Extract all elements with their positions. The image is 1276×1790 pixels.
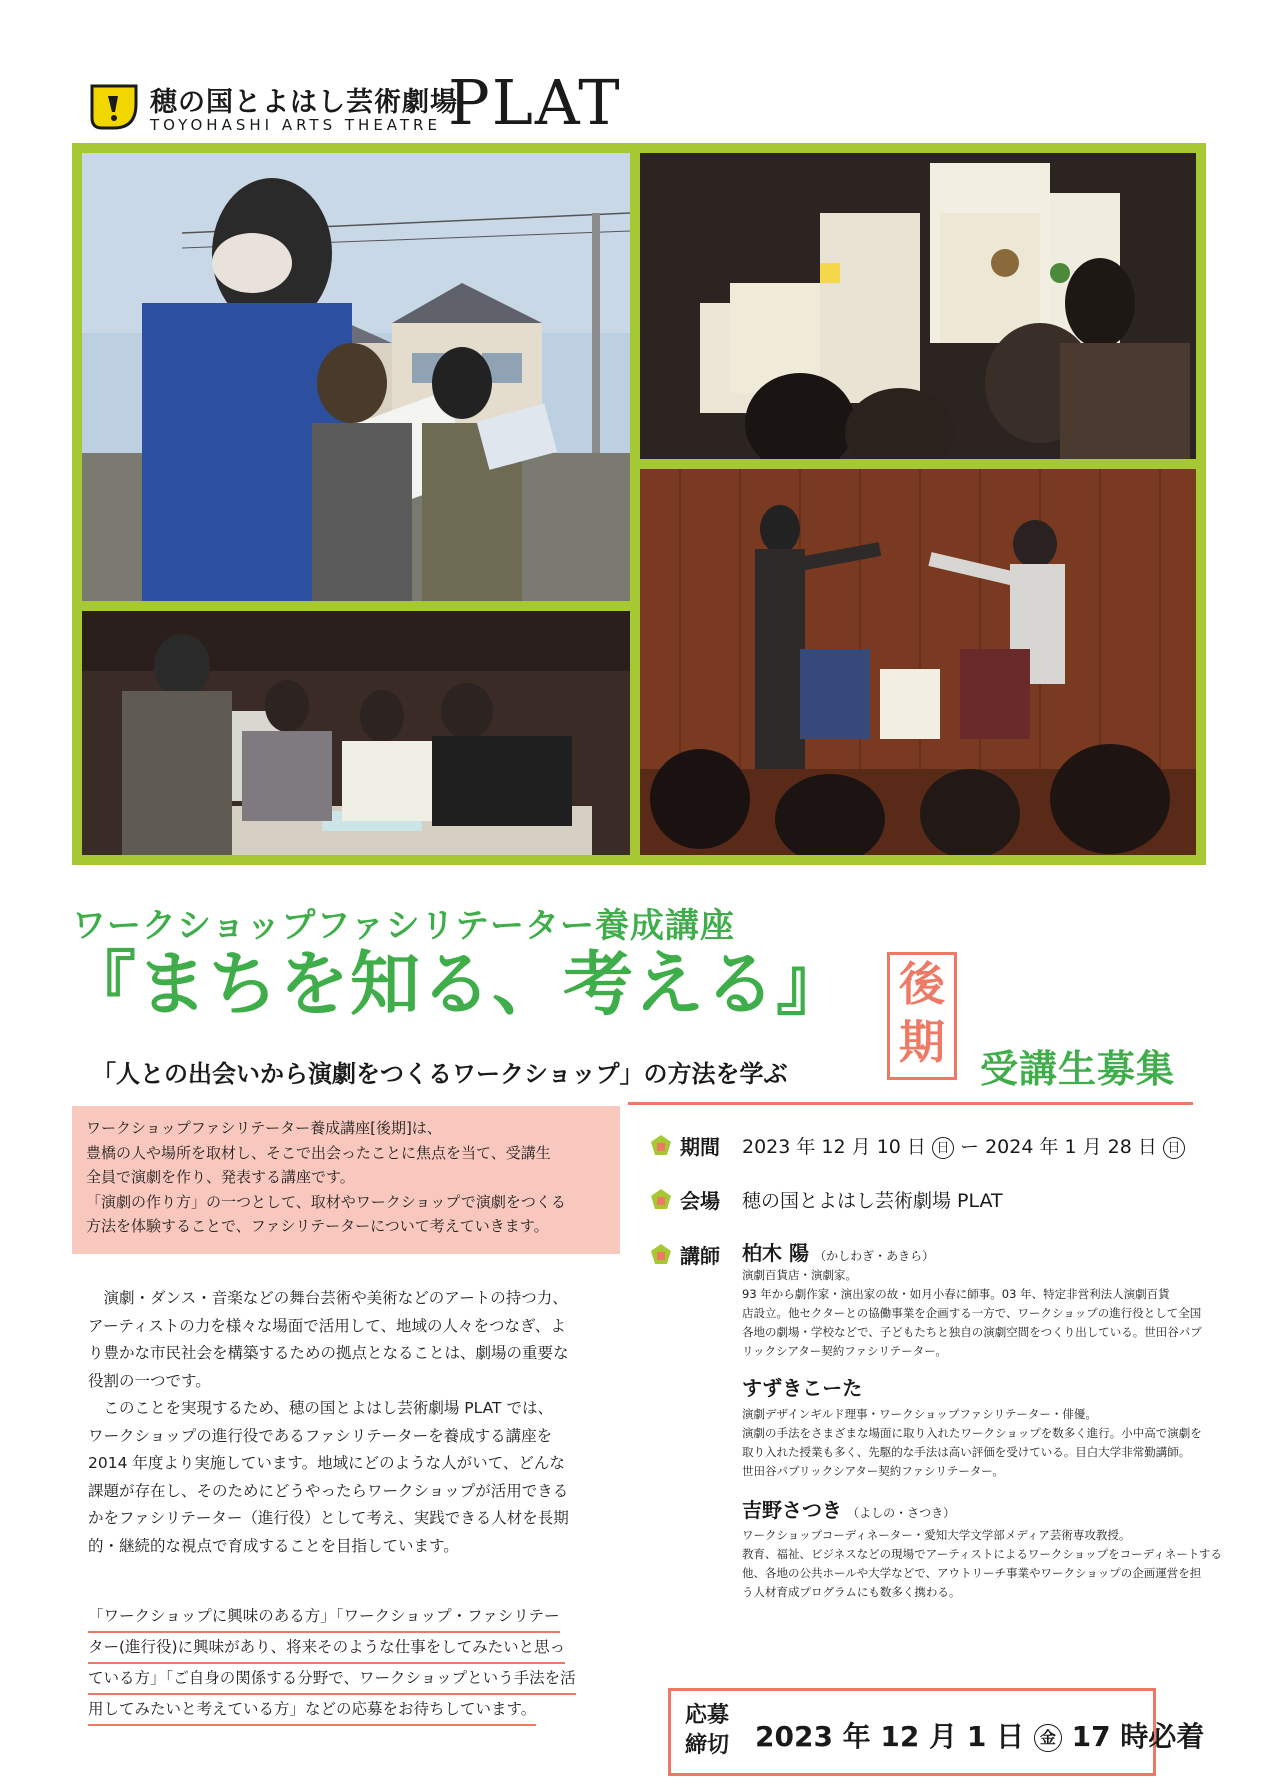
lecturer-bio: [742, 1405, 1202, 1481]
bio-line: 各地の劇場・学校などで、子どもたちと独自の演劇空間をつくり出している。世田谷パブ: [742, 1325, 1202, 1339]
period-label: 期間: [680, 1135, 720, 1159]
bio-line: 演劇デザインギルド理事・ワークショップファシリテーター・俳優。: [742, 1407, 1097, 1421]
latter-term-char-1: 後: [899, 957, 945, 1011]
body-line: 的・継続的な視点で育成することを目指しています。: [88, 1536, 459, 1555]
lecturer-name: すずきこーた: [742, 1376, 863, 1400]
latter-term-badge: [887, 952, 957, 1080]
pentagon-bullet-icon: [650, 1243, 672, 1265]
venue-value: 穂の国とよはし芸術劇場 PLAT: [742, 1190, 1003, 1212]
body-line: ワークショップの進行役であるファシリテーターを養成する講座を: [88, 1426, 553, 1445]
body-line: 2014 年度より実施しています。地域にどのような人がいて、どんな: [88, 1454, 565, 1472]
period-start: 2023 年 12 月 10 日: [742, 1136, 926, 1158]
period-value: [742, 1132, 1185, 1159]
deadline-label: [685, 1701, 729, 1761]
deadline-label-line: 応募: [685, 1703, 730, 1728]
deadline-date-value: 2023 年 12 月 1 日: [755, 1720, 1025, 1753]
bio-line: ワークショップコーディネーター・愛知大学文学部メディア芸術専攻教授。: [742, 1528, 1131, 1542]
intro-line: 豊橋の人や場所を取材し、そこで出会ったことに焦点を当て、受講生: [86, 1143, 551, 1162]
body-line: かをファシリテーター（進行役）として考え、実践できる人材を長期: [88, 1509, 569, 1527]
intro-line: 全員で演劇を作り、発表する講座です。: [86, 1168, 355, 1186]
course-title: 『まちを知る、考える』: [66, 943, 847, 1025]
lecturer-kana: （よしの・さつき）: [847, 1506, 956, 1520]
deadline-date: [755, 1715, 1204, 1755]
callout-line: 「ワークショップに興味のある方」「ワークショップ・ファシリテー: [88, 1602, 560, 1633]
recruitment-heading: 受講生募集: [980, 1047, 1176, 1091]
intro-box: [72, 1106, 620, 1254]
pentagon-bullet-icon: [650, 1188, 672, 1210]
period-end: 2024 年 1 月 28 日: [985, 1136, 1157, 1158]
photo-street-interview: [82, 153, 630, 601]
lecturer-bio: [742, 1526, 1222, 1602]
period-separator: ー: [960, 1136, 980, 1158]
intro-line: ワークショップファシリテーター養成講座[後期]は、: [86, 1119, 442, 1137]
body-line: このことを実現するため、穂の国とよはし芸術劇場 PLAT では、: [88, 1399, 553, 1417]
bio-line: 他、各地の公共ホールや大学などで、アウトリーチ事業やワークショップの企画運営を担: [742, 1566, 1202, 1580]
deadline-label-line: 締切: [685, 1733, 730, 1758]
bio-line: リックシアター契約ファシリテーター。: [742, 1344, 947, 1358]
section-divider: [628, 1102, 1193, 1105]
intro-line: 「演劇の作り方」の一つとして、取材やワークショップで演劇をつくる: [86, 1192, 566, 1211]
period-end-day: 日: [1163, 1137, 1185, 1159]
application-deadline-box: [668, 1688, 1205, 1776]
logo-japanese-name: 穂の国とよはし芸術劇場: [150, 87, 458, 118]
plat-logo-mark: [88, 82, 140, 132]
body-line: り豊かな市民社会を構築するための拠点となることは、劇場の重要な: [88, 1344, 569, 1362]
lecturer-yoshino: [742, 1494, 955, 1523]
photo-stage-performance: [640, 469, 1196, 855]
bio-line: 世田谷パブリックシアター契約ファシリテーター。: [742, 1464, 1004, 1478]
venue-label: 会場: [680, 1189, 720, 1213]
body-text: [88, 1285, 614, 1560]
photo-table-workshop: [82, 611, 630, 855]
period-start-day: 日: [932, 1137, 954, 1159]
lecturer-suzuki: [742, 1372, 862, 1401]
course-description: 「人との出会いから演劇をつくるワークショップ」の方法を学ぶ: [92, 1060, 788, 1088]
body-line: 演劇・ダンス・音楽などの舞台芸術や美術などのアートの持つ力、: [88, 1289, 568, 1307]
bio-line: 店設立。他セクターとの協働事業を企画する一方で、ワークショップの進行役として全国: [742, 1306, 1202, 1320]
bio-line: 93 年から劇作家・演出家の故・如月小春に師事。03 年、特定非営利法人演劇百貨: [742, 1287, 1170, 1301]
deadline-day: 金: [1034, 1724, 1062, 1752]
body-line: 役割の一つです。: [88, 1371, 211, 1390]
callout-line: ター(進行役)に興味があり、将来そのような仕事をしてみたいと思っ: [88, 1633, 565, 1664]
photo-collage: [72, 143, 1206, 865]
course-subtitle: ワークショップファシリテーター養成講座: [72, 906, 735, 946]
lecturer-name: 吉野さつき: [742, 1498, 842, 1522]
lecturer-label: 講師: [680, 1244, 720, 1268]
body-line: 課題が存在し、そのためにどうやったらワークショップが活用できる: [88, 1481, 569, 1500]
logo-plat-wordmark: PLAT: [448, 66, 622, 139]
intro-line: 方法を体験することで、ファシリテーターについて考えていきます。: [86, 1217, 549, 1235]
logo-english-name: TOYOHASHI ARTS THEATRE: [150, 116, 441, 134]
lecturer-kashiwagi: [742, 1237, 934, 1266]
callout-line: 用してみたいと考えている方」などの応募をお待ちしています。: [88, 1695, 536, 1726]
applicant-callout: [88, 1602, 614, 1726]
bio-line: 演劇百貨店・演劇家。: [742, 1268, 857, 1282]
pentagon-bullet-icon: [650, 1134, 672, 1156]
callout-line: ている方」「ご自身の関係する分野で、ワークショップという手法を活: [88, 1664, 576, 1695]
body-line: アーティストの力を様々な場面で活用して、地域の人々をつなぎ、よ: [88, 1316, 566, 1335]
bio-line: 教育、福祉、ビジネスなどの現場でアーティストによるワークショップをコーディネートする: [742, 1547, 1222, 1561]
latter-term-char-2: 期: [899, 1015, 945, 1069]
lecturer-bio: [742, 1266, 1202, 1361]
bio-line: 取り入れた授業も多く、先駆的な手法は高い評価を受けている。目白大学非常勤講師。: [742, 1445, 1191, 1459]
photo-note-board: [640, 153, 1196, 459]
deadline-time: 17 時必着: [1071, 1720, 1205, 1753]
bio-line: 演劇の手法をさまざまな場面に取り入れたワークショップを数多く進行。小中高で演劇を: [742, 1426, 1202, 1440]
lecturer-name: 柏木 陽: [742, 1241, 809, 1265]
lecturer-kana: （かしわぎ・あきら）: [814, 1249, 935, 1263]
bio-line: う人材育成プログラムにも数多く携わる。: [742, 1585, 961, 1599]
